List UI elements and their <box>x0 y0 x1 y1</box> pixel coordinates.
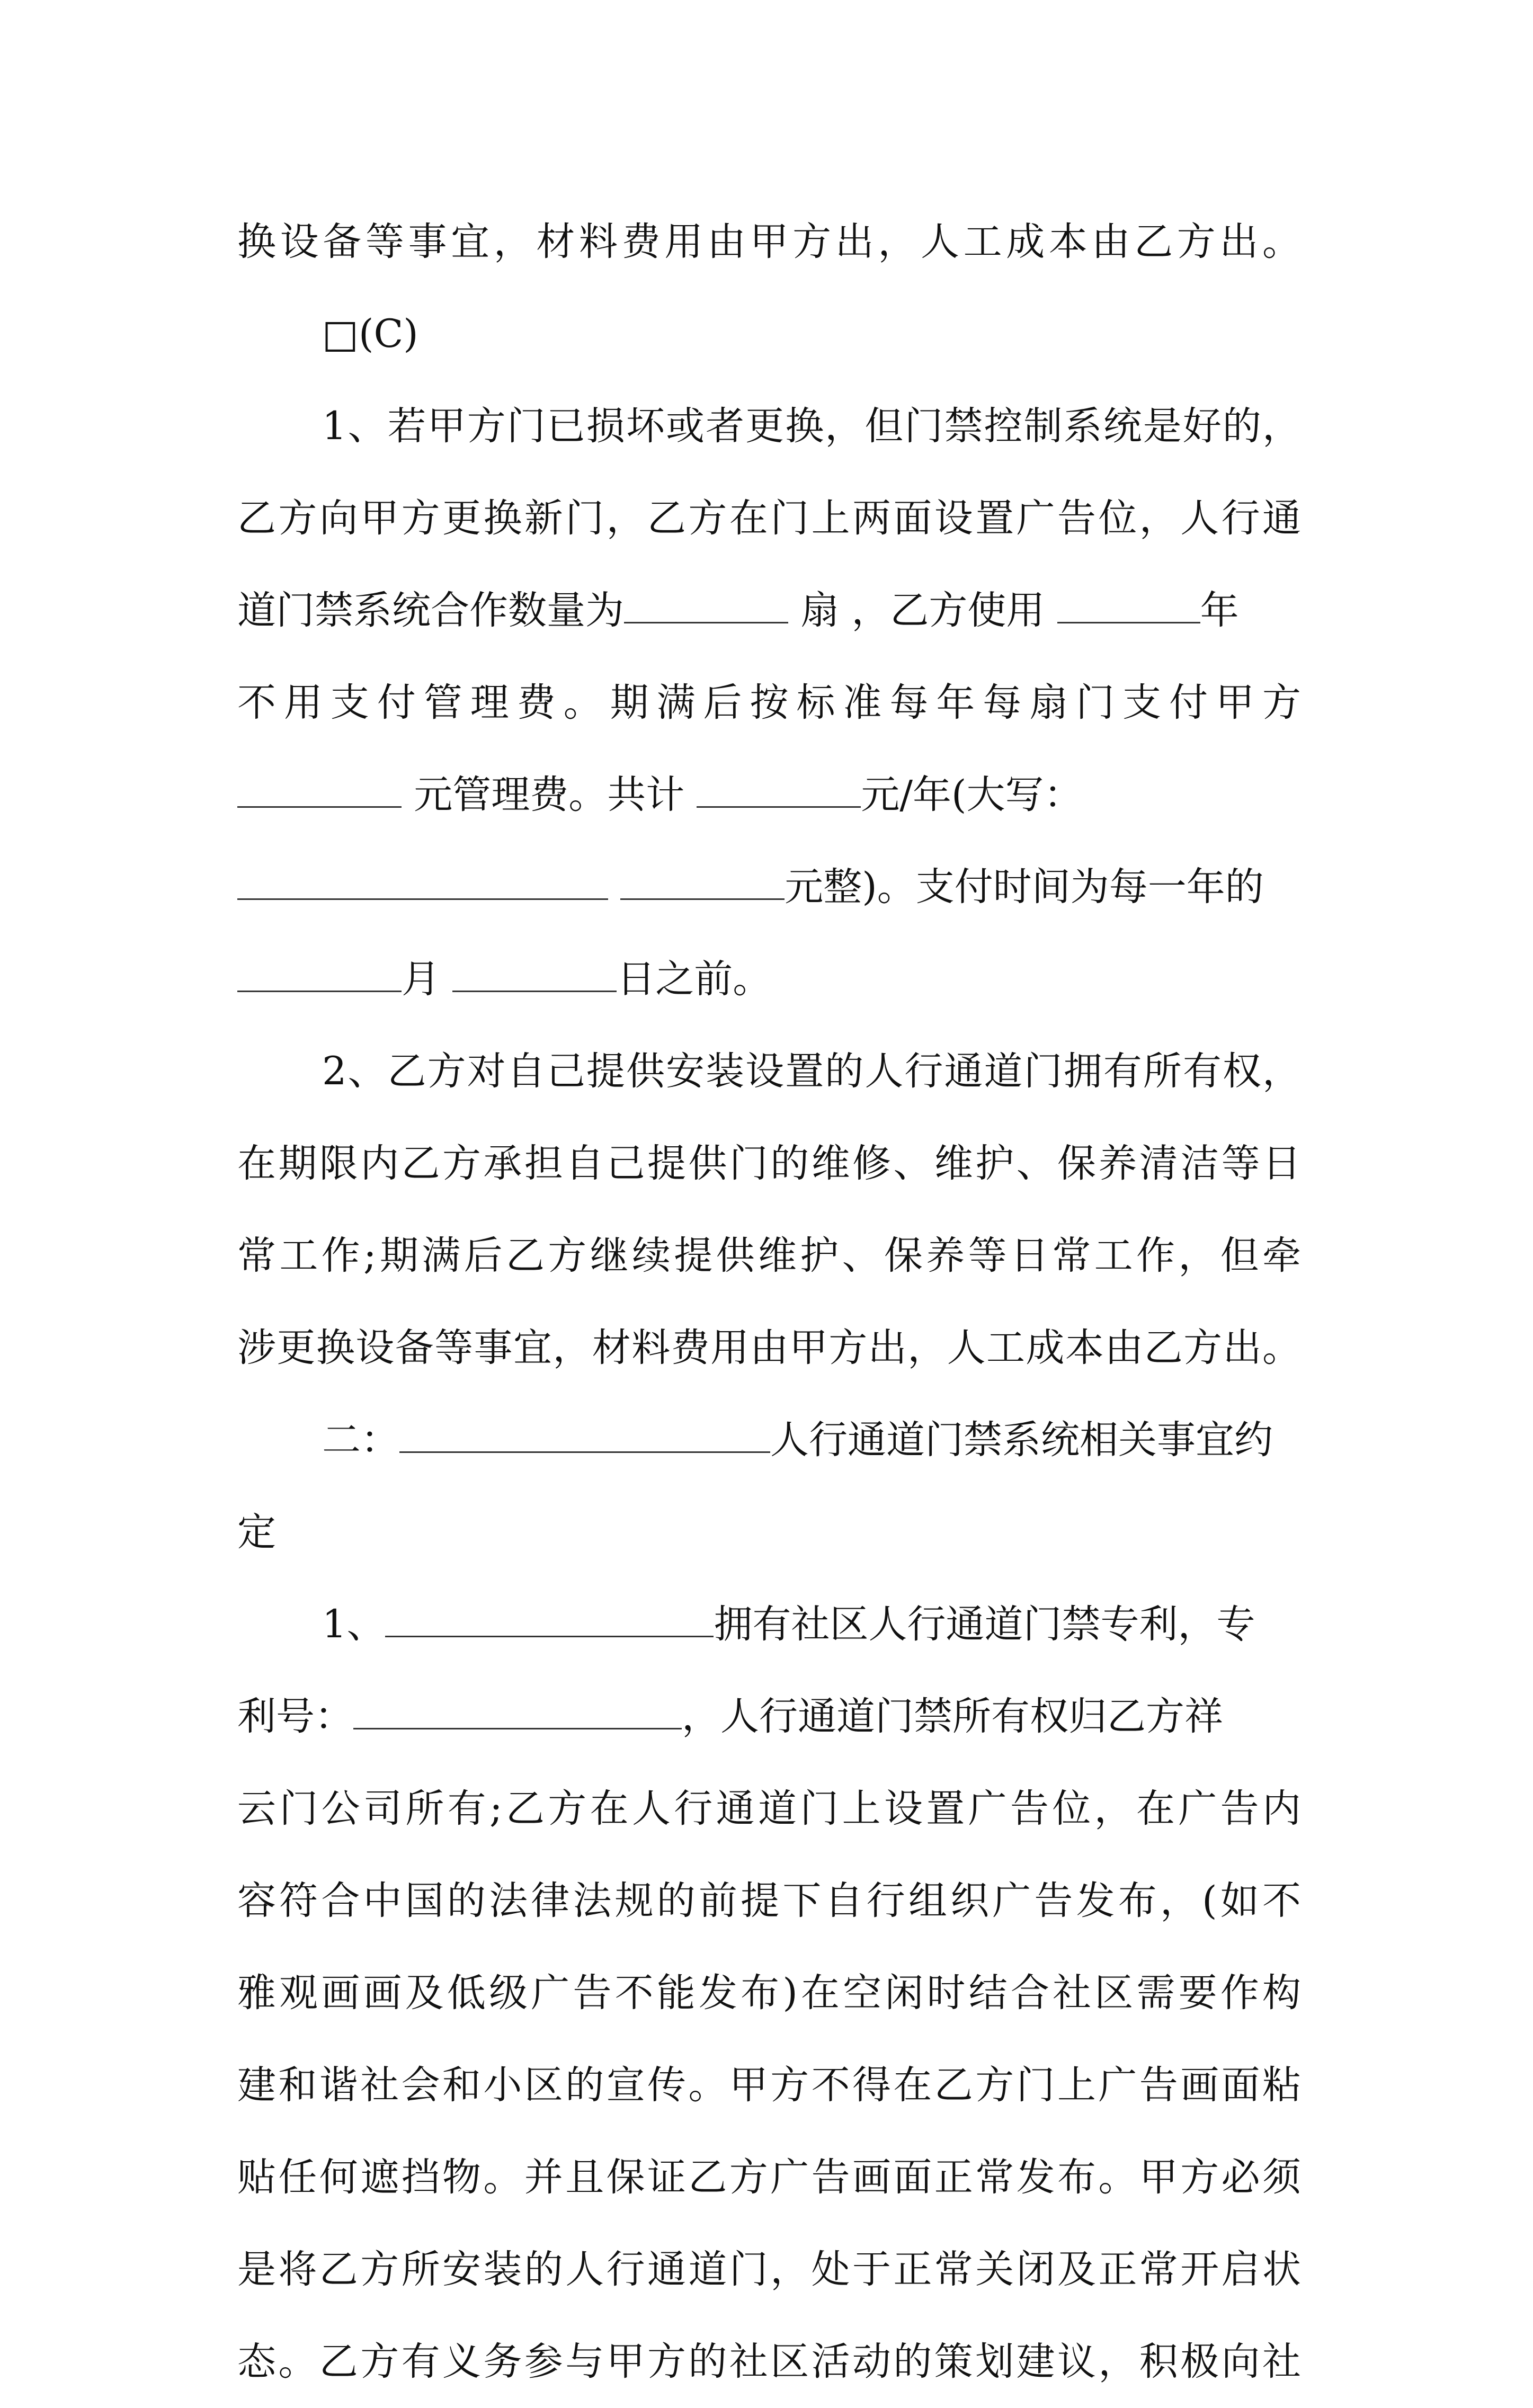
text-segment: 元整)。支付时间为每一年的 <box>785 864 1264 909</box>
amount-words-blank[interactable] <box>237 867 608 900</box>
text-line: 常工作;期满后乙方继续提供维护、保养等日常工作，但牵 <box>237 1233 1301 1278</box>
text-segment: 道门禁系统合作数量为 <box>237 588 624 633</box>
payment-date-line <box>237 933 1301 1025</box>
management-fee-line <box>237 749 1301 841</box>
text-segment: 1、 <box>322 1602 386 1647</box>
patent-number-blank[interactable] <box>353 1696 682 1729</box>
patent-owner-line <box>237 1578 1301 1671</box>
text-segment: 利号： <box>237 1694 353 1739</box>
text-segment: 扇 ，乙方使用 <box>788 588 1057 633</box>
document-body <box>237 196 1301 2408</box>
patent-number-line <box>237 1671 1301 1763</box>
section-two-heading <box>237 1394 1301 1486</box>
text-line: 换设备等事宜，材料费用由甲方出，人工成本由乙方出。 <box>237 219 1301 264</box>
amount-words-blank-2[interactable] <box>620 867 785 900</box>
text-line: 态。乙方有义务参与甲方的社区活动的策划建议，积极向社 <box>237 2339 1301 2384</box>
text-segment: 二： <box>322 1417 399 1462</box>
fee-per-door-blank[interactable] <box>237 774 402 808</box>
text-line: 定 <box>237 1510 276 1555</box>
text-line: 雅观画画及低级广告不能发布)在空闲时结合社区需要作构 <box>237 1970 1301 2015</box>
text-line: 涉更换设备等事宜，材料费用由甲方出，人工成本由乙方出。 <box>237 1325 1301 1370</box>
text-line: 建和谐社会和小区的宣传。甲方不得在乙方门上广告画面粘 <box>237 2063 1301 2108</box>
clause-c-1-start: 1、若甲方门已损坏或者更换，但门禁控制系统是好的， <box>322 404 1301 449</box>
text-segment: 元/年(大写： <box>861 772 1083 817</box>
door-quantity-blank[interactable] <box>624 590 788 623</box>
text-line: 贴任何遮挡物。并且保证乙方广告画面正常发布。甲方必须 <box>237 2155 1301 2200</box>
text-line: 容符合中国的法律法规的前提下自行组织广告发布，(如不 <box>237 1878 1301 1923</box>
text-segment: 年 <box>1200 588 1239 633</box>
checkbox-option-c: □(C) <box>322 311 418 356</box>
text-segment: ，人行通道门禁所有权归乙方祥 <box>682 1694 1223 1739</box>
text-line: 乙方向甲方更换新门，乙方在门上两面设置广告位，人行通 <box>237 496 1301 541</box>
text-line: 是将乙方所安装的人行通道门，处于正常关闭及正常开启状 <box>237 2247 1301 2292</box>
text-segment: 拥有社区人行通道门禁专利，专 <box>714 1602 1255 1647</box>
payment-day-blank[interactable] <box>452 959 617 992</box>
payment-month-blank[interactable] <box>237 959 402 992</box>
door-quantity-line <box>237 565 1301 657</box>
usage-years-blank[interactable] <box>1057 590 1200 623</box>
clause-c-2-start: 2、乙方对自己提供安装设置的人行通道门拥有所有权， <box>322 1049 1301 1094</box>
text-segment: 元管理费。共计 <box>402 772 697 817</box>
amount-in-words-line <box>237 841 1301 933</box>
total-fee-blank[interactable] <box>697 774 861 808</box>
patent-owner-blank[interactable] <box>385 1604 714 1637</box>
text-line: 云门公司所有;乙方在人行通道门上设置广告位，在广告内 <box>237 1786 1301 1831</box>
text-segment: 月 <box>402 957 453 1002</box>
text-segment: 人行通道门禁系统相关事宜约 <box>770 1417 1273 1462</box>
text-line: 在期限内乙方承担自己提供门的维修、维护、保养清洁等日 <box>237 1141 1301 1186</box>
text-segment: 日之前。 <box>617 957 772 1002</box>
text-line: 不用支付管理费。期满后按标准每年每扇门支付甲方 <box>237 680 1301 725</box>
section-two-name-blank[interactable] <box>399 1420 770 1453</box>
